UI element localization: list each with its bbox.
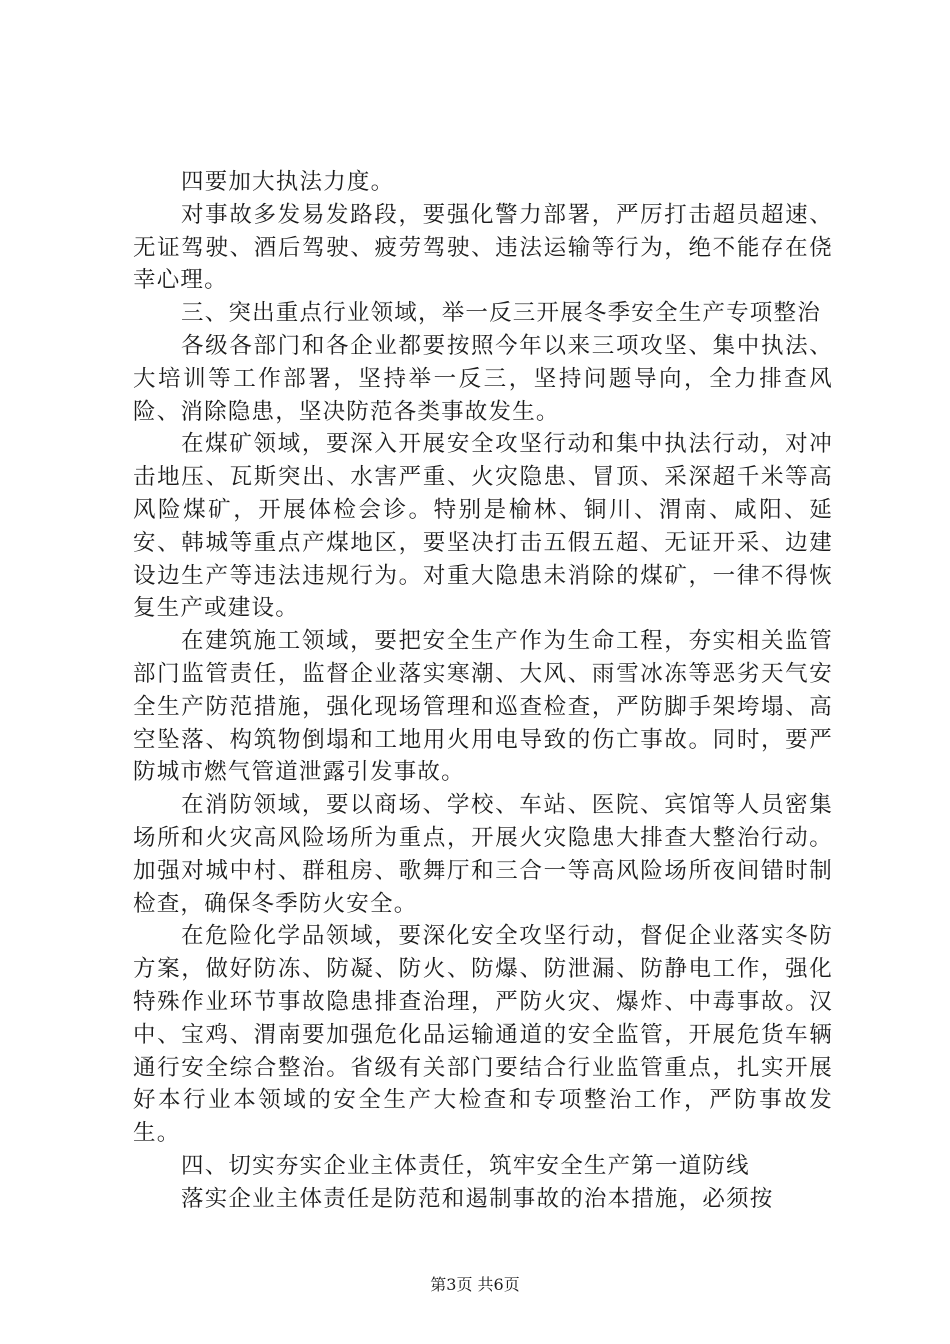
paragraph-coal-mine: 在煤矿领域，要深入开展安全攻坚行动和集中执法行动，对冲击地压、瓦斯突出、水害严重、火灾隐患、冒顶、采深超千米等高风险煤矿，开展体检会诊。特别是榆林、铜川、渭南、咸阳、延安、韩城等重点产煤地区，要坚决打击五假五超、无证开采、边建设边生产等违法违规行为。对重大隐患未消除的煤矿，一律不得恢复生产或建设。 bbox=[133, 431, 833, 622]
paragraph-4: 各级各部门和各企业都要按照今年以来三项攻坚、集中执法、大培训等工作部署，坚持举一反三，坚持问题导向，全力排查风险、消除隐患，坚决防范各类事故发生。 bbox=[133, 332, 833, 425]
paragraph-2: 对事故多发易发路段，要强化警力部署，严厉打击超员超速、无证驾驶、酒后驾驶、疲劳驾驶、违法运输等行为，绝不能存在侥幸心理。 bbox=[133, 201, 833, 294]
paragraph-hazardous-chemicals: 在危险化学品领域，要深化安全攻坚行动，督促企业落实冬防方案，做好防冻、防凝、防火、防爆、防泄漏、防静电工作，强化特殊作业环节事故隐患排查治理，严防火灾、爆炸、中毒事故。汉中、宝鸡、渭南要加强危化品运输通道的安全监管，开展危货车辆通行安全综合整治。省级有关部门要结合行业监管重点，扎实开展好本行业本领域的安全生产大检查和专项整治工作，严防事故发生。 bbox=[133, 923, 833, 1147]
paragraph-construction: 在建筑施工领域，要把安全生产作为生命工程，夯实相关监管部门监管责任，监督企业落实寒潮、大风、雨雪冰冻等恶劣天气安全生产防范措施，强化现场管理和巡查检查，严防脚手架垮塌、高空坠落、构筑物倒塌和工地用火用电导致的伤亡事故。同时，要严防城市燃气管道泄露引发事故。 bbox=[133, 628, 833, 786]
section-heading-4: 四、切实夯实企业主体责任，筑牢安全生产第一道防线 bbox=[181, 1152, 750, 1179]
page-number: 第3页 共6页 bbox=[430, 1275, 520, 1294]
paragraph-1: 四要加大执法力度。 bbox=[181, 169, 395, 195]
section-heading-3: 三、突出重点行业领域，举一反三开展冬季安全生产专项整治 bbox=[181, 300, 821, 327]
paragraph-enterprise-responsibility: 落实企业主体责任是防范和遏制事故的治本措施，必须按 bbox=[181, 1185, 774, 1212]
document-body bbox=[133, 166, 833, 1216]
paragraph-fire-safety: 在消防领域，要以商场、学校、车站、医院、宾馆等人员密集场所和火灾高风险场所为重点，开展火灾隐患大排查大整治行动。加强对城中村、群租房、歌舞厅和三合一等高风险场所夜间错时制检查，确保冬季防火安全。 bbox=[133, 792, 833, 917]
page-footer bbox=[0, 1275, 950, 1295]
